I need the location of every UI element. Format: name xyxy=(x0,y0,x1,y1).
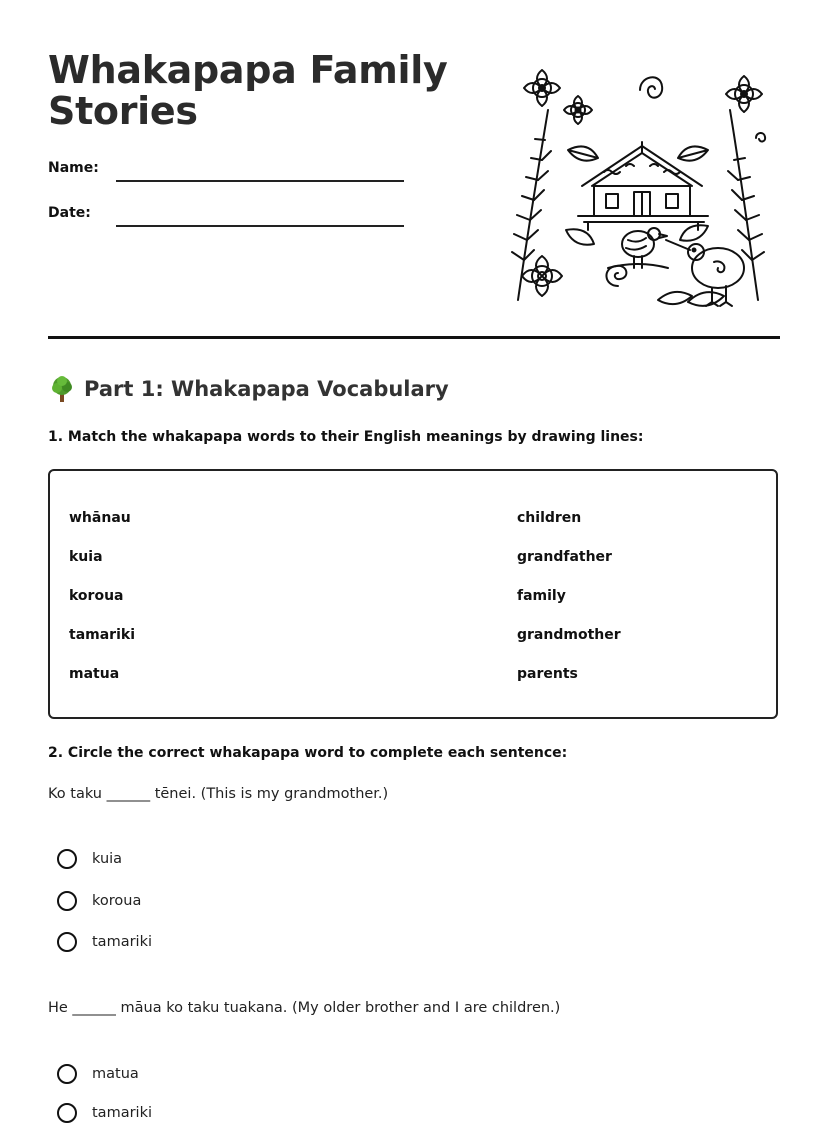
radio-circle[interactable] xyxy=(57,849,77,869)
tree-icon xyxy=(48,375,76,403)
maori-word-matua[interactable]: matua xyxy=(69,666,120,682)
english-word-grandfather[interactable]: grandfather xyxy=(517,549,612,565)
flower-top-left-icon xyxy=(524,70,560,106)
koru-top-icon xyxy=(640,77,662,97)
koru-bottom-icon xyxy=(606,266,626,286)
maori-word-koroua[interactable]: koroua xyxy=(69,588,124,604)
option-label: tamariki xyxy=(92,1105,152,1121)
question-2-label: 2. Circle the correct whakapapa word to complete each sentence: xyxy=(48,745,568,761)
option-tamariki-2[interactable] xyxy=(57,1100,152,1126)
option-label: kuia xyxy=(92,851,123,867)
name-label: Name: xyxy=(48,160,99,176)
english-word-family[interactable]: family xyxy=(517,588,566,604)
part1-title: Part 1: Whakapapa Vocabulary xyxy=(84,377,449,401)
radio-circle[interactable] xyxy=(57,932,77,952)
option-label: tamariki xyxy=(92,934,152,950)
kiwi-icon xyxy=(666,240,744,306)
option-label: koroua xyxy=(92,893,142,909)
option-label: matua xyxy=(92,1066,139,1082)
maori-word-whanau[interactable]: whānau xyxy=(69,510,131,526)
english-word-grandmother[interactable]: grandmother xyxy=(517,627,621,643)
date-field[interactable] xyxy=(116,225,404,227)
header-divider xyxy=(48,336,780,339)
koru-small-icon xyxy=(756,133,765,141)
name-field[interactable] xyxy=(116,180,404,182)
option-kuia[interactable] xyxy=(57,846,122,872)
radio-circle[interactable] xyxy=(57,1103,77,1123)
sentence-1: Ko taku ______ tēnei. (This is my grandmother.) xyxy=(48,786,389,802)
radio-circle[interactable] xyxy=(57,1064,77,1084)
date-label: Date: xyxy=(48,205,91,221)
question-1-label: 1. Match the whakapapa words to their English meanings by drawing lines: xyxy=(48,429,644,445)
part1-heading xyxy=(48,374,449,404)
wharenui-illustration xyxy=(508,50,772,312)
flower-top-right-icon xyxy=(726,76,762,112)
worksheet-title: Whakapapa Family Stories xyxy=(48,48,448,133)
radio-circle[interactable] xyxy=(57,891,77,911)
bird-icon xyxy=(608,228,668,268)
option-tamariki[interactable] xyxy=(57,929,152,955)
flower-mid-left-icon xyxy=(564,96,592,124)
maori-word-tamariki[interactable]: tamariki xyxy=(69,627,135,643)
english-word-parents[interactable]: parents xyxy=(517,666,578,682)
flower-bottom-left-icon xyxy=(522,256,562,296)
option-matua[interactable] xyxy=(57,1061,139,1087)
sentence-2: He ______ māua ko taku tuakana. (My older brother and I are children.) xyxy=(48,1000,561,1016)
english-word-children[interactable]: children xyxy=(517,510,582,526)
matching-box xyxy=(48,469,778,719)
option-koroua[interactable] xyxy=(57,888,141,914)
maori-word-kuia[interactable]: kuia xyxy=(69,549,103,565)
